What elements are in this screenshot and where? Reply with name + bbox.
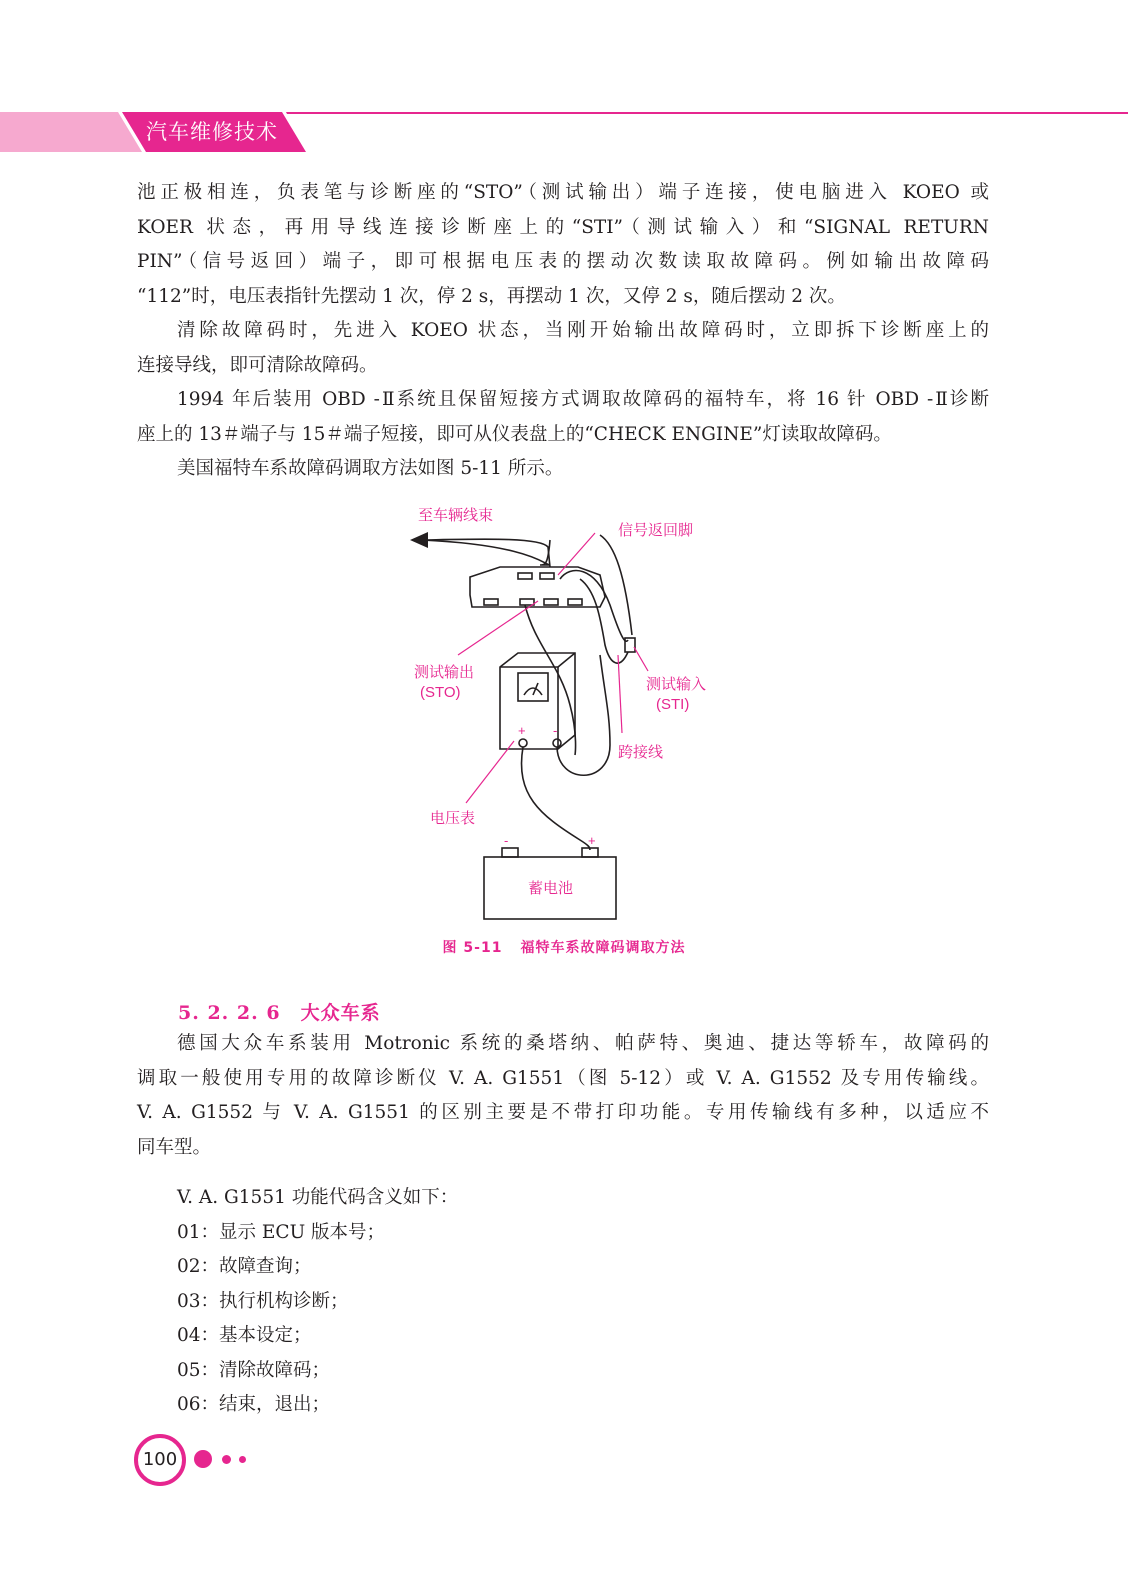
wiring-diagram (400, 495, 740, 935)
body-text-top (137, 176, 989, 487)
paragraph-line: 连接导线，即可清除故障码。 (137, 354, 378, 376)
figure-caption (300, 937, 828, 957)
body-text-bottom (137, 1027, 989, 1165)
meter-minus-sign: - (553, 723, 558, 738)
label-signal-return: 信号返回脚 (618, 522, 694, 539)
figure-ford-code-retrieval (400, 495, 740, 935)
list-item: 02：故障查询； (177, 1256, 312, 1277)
paragraph-line: 同车型。 (137, 1136, 212, 1158)
label-test-input-abbr: (STI) (656, 696, 690, 713)
figure-caption-number: 图 5-11 (442, 940, 503, 956)
paragraph-line: 德国大众车系装用 Motronic 系统的桑塔纳、帕萨特、奥迪、捷达等轿车，故障码的 (177, 1033, 989, 1054)
paragraph-line: 1994 年后装用 OBD -Ⅱ系统且保留短接方式调取故障码的福特车，将 16 针 OBD -Ⅱ诊断 (177, 389, 989, 410)
list-item: 01：显示 ECU 版本号； (177, 1221, 386, 1243)
arrow-icon (410, 532, 428, 548)
label-jumper: 跨接线 (618, 744, 664, 761)
function-code-list (137, 1181, 989, 1423)
section-title: 大众车系 (300, 1002, 381, 1024)
label-test-output: 测试输出 (414, 664, 475, 681)
page-dot-small (239, 1456, 246, 1463)
list-item: 04：基本设定； (177, 1325, 312, 1346)
page-number: 100 (134, 1434, 186, 1486)
paragraph-line: 池正极相连，负表笔与诊断座的“STO”（测试输出）端子连接，使电脑进入 KOEO 或 (137, 182, 989, 203)
section-number: 5. 2. 2. 6 (178, 1002, 281, 1024)
label-harness: 至车辆线束 (418, 507, 494, 524)
paragraph-line: 清除故障码时，先进入 KOEO 状态，当刚开始输出故障码时，立即拆下诊断座上的 (177, 320, 989, 341)
list-item: 06：结束，退出； (177, 1394, 331, 1415)
paragraph-line: 美国福特车系故障码调取方法如图 5-11 所示。 (177, 458, 564, 479)
paragraph-line: “112”时，电压表指针先摆动 1 次，停 2 s，再摆动 1 次，又停 2 s，随后摆动 2 次。 (137, 285, 846, 307)
running-header-title: 汽车维修技术 (146, 120, 278, 144)
section-heading (178, 998, 381, 1025)
paragraph-line: V. A. G1552 与 V. A. G1551 的区别主要是不带打印功能。专用传输线有多种，以适应不 (137, 1102, 989, 1123)
battery-minus-sign: - (504, 833, 509, 848)
list-item: 03：执行机构诊断； (177, 1290, 349, 1312)
battery-plus-sign: + (588, 833, 596, 848)
label-test-output-abbr: (STO) (420, 684, 461, 701)
page-dot-large (194, 1450, 212, 1468)
paragraph-line: 调取一般使用专用的故障诊断仪 V. A. G1551（图 5-12）或 V. A. G1552 及专用传输线。 (137, 1067, 989, 1089)
figure-caption-text: 福特车系故障码调取方法 (520, 940, 686, 956)
paragraph-line: 座上的 13＃端子与 15＃端子短接，即可从仪表盘上的“CHECK ENGINE”灯读取故障码。 (137, 423, 892, 445)
list-item: V. A. G1551 功能代码含义如下： (177, 1187, 459, 1208)
label-test-input: 测试输入 (646, 676, 707, 693)
paragraph-line: PIN”（信号返回）端子，即可根据电压表的摆动次数读取故障码。例如输出故障码 (137, 251, 989, 272)
meter-plus-sign: + (518, 723, 526, 738)
label-voltmeter: 电压表 (430, 810, 476, 827)
page-dot-medium (222, 1455, 231, 1464)
list-item: 05：清除故障码； (177, 1359, 331, 1381)
paragraph-line: KOER 状态，再用导线连接诊断座上的“STI”（测试输入）和“SIGNAL RETURN (137, 216, 989, 238)
label-battery: 蓄电池 (528, 880, 574, 897)
page-number-badge (134, 1434, 186, 1486)
